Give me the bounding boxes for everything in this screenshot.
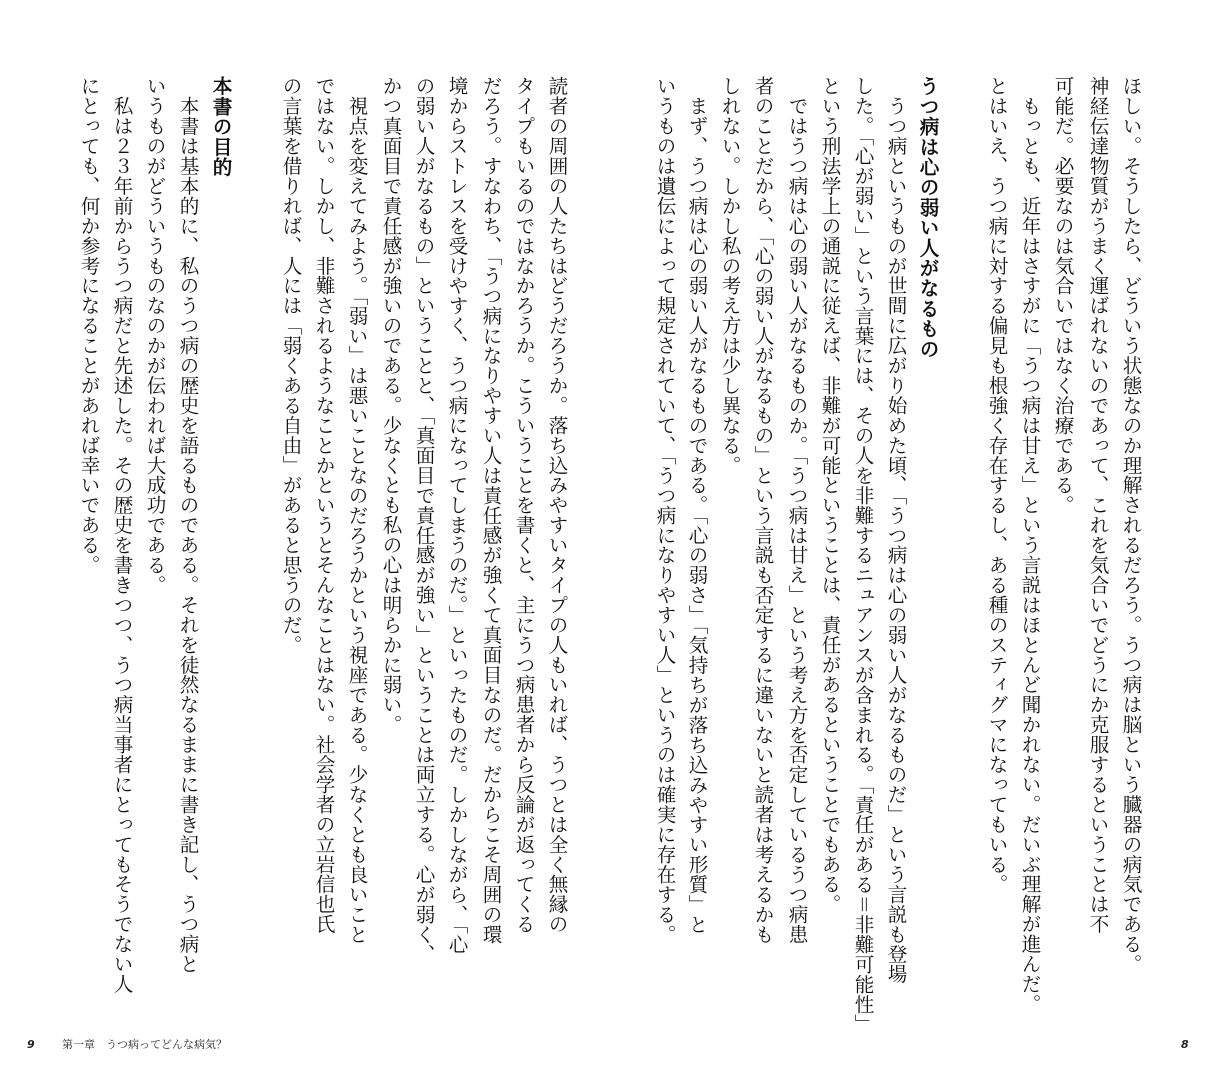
text-column: 可能だ。必要なのは気合いではなく治療である。: [1051, 76, 1074, 515]
text-column: の弱い人がなるもの」ということと、「真面目で責任感が強い」ということは両立する。心が弱く、: [412, 76, 435, 964]
text-column: いうものがどういうものなのかが伝われば大成功である。: [143, 76, 166, 595]
page-number-left: 9: [27, 1038, 35, 1051]
text-column: いうものは遺伝によって規定されていて、「うつ病になりやすい人」というのは確実に存在する。: [653, 76, 676, 944]
text-column: ではない。しかし、非難されるようなことかというとそんなことはない。社会学者の立岩信也氏: [312, 76, 335, 934]
text-column: の言葉を借りれば、人には「弱くある自由」があると思うのだ。: [279, 76, 302, 655]
section-heading: 本書の目的: [209, 76, 232, 177]
text-column: うつ病というものが世間に広がり始めた頃、「うつ病は心の弱い人がなるものだ」という言説も登場: [884, 76, 907, 984]
blank-line: [950, 76, 976, 976]
text-column: かつ真面目で責任感が強いのである。少なくとも私の心は明らかに弱い。: [379, 76, 402, 735]
text-column: もっとも、近年はさすがに「うつ病は甘え」という言説はほとんど聞かれない。だいぶ理解が進んだ。: [1018, 76, 1041, 1014]
running-head: 第一章 うつ病ってどんな病気？: [62, 1038, 227, 1051]
text-column: まず、うつ病は心の弱い人がなるものである。「心の弱さ」「気持ちが落ち込みやすい形質」と: [685, 76, 708, 935]
text-column: 神経伝達物質がうまく運ばれないのであって、これを気合いでどうにか克服するということは不: [1086, 76, 1109, 934]
text-column: だろう。すなわち、「うつ病になりやすい人は責任感が強くて真面目なのだ。だからこそ周囲の環: [479, 76, 502, 944]
text-column: にとっても、何か参考になることがあれば幸いである。: [77, 76, 100, 575]
text-column: という刑法学上の通説に従えば、非難が可能ということは、責任があるということでもある。: [818, 76, 841, 914]
text-column: タイプもいるのではなかろうか。こういうことを書くと、主にうつ病患者から反論が返ってくる: [512, 76, 535, 934]
text-column: ほしい。そうしたら、どういう状態なのか理解されるだろう。うつ病は脳という臓器の病気である。: [1119, 76, 1142, 974]
page-number-right: 8: [1181, 1038, 1189, 1051]
text-column: 視点を変えてみよう。「弱い」は悪いことなのだろうかという視座である。少なくとも良いこと: [345, 76, 368, 944]
text-column: 私は２３年前からうつ病だと先述した。その歴史を書きつつ、うつ病当事者にとってもそうでない人: [110, 76, 133, 994]
text-column: 読者の周囲の人たちはどうだろうか。落ち込みやすいタイプの人もいれば、うつとは全く無縁の: [545, 76, 568, 934]
text-column: 者のことだから、「心の弱い人がなるもの」という言説も否定するに違いないと読者は考えるかも: [751, 76, 774, 944]
text-column: 境からストレスを受けやすく、うつ病になってしまうのだ。」といったものだ。しかしながら、「心: [445, 76, 468, 955]
text-column: しれない。しかし私の考え方は少し異なる。: [718, 76, 741, 475]
text-column: とはいえ、うつ病に対する偏見も根強く存在するし、ある種のスティグマになってもいる。: [985, 76, 1008, 894]
section-heading: うつ病は心の弱い人がなるもの: [916, 76, 939, 359]
text-column: 本書は基本的に、私のうつ病の歴史を語るものである。それを徒然なるままに書き記し、うつ病と: [176, 76, 199, 974]
text-column: ではうつ病は心の弱い人がなるものか。「うつ病は甘え」という考え方を否定しているうつ病患: [785, 76, 808, 944]
text-column: した。「心が弱い」という言葉には、その人を非難するニュアンスが含まれる。「責任がある＝非難可能性」: [851, 76, 874, 1034]
blank-line: [244, 76, 270, 976]
